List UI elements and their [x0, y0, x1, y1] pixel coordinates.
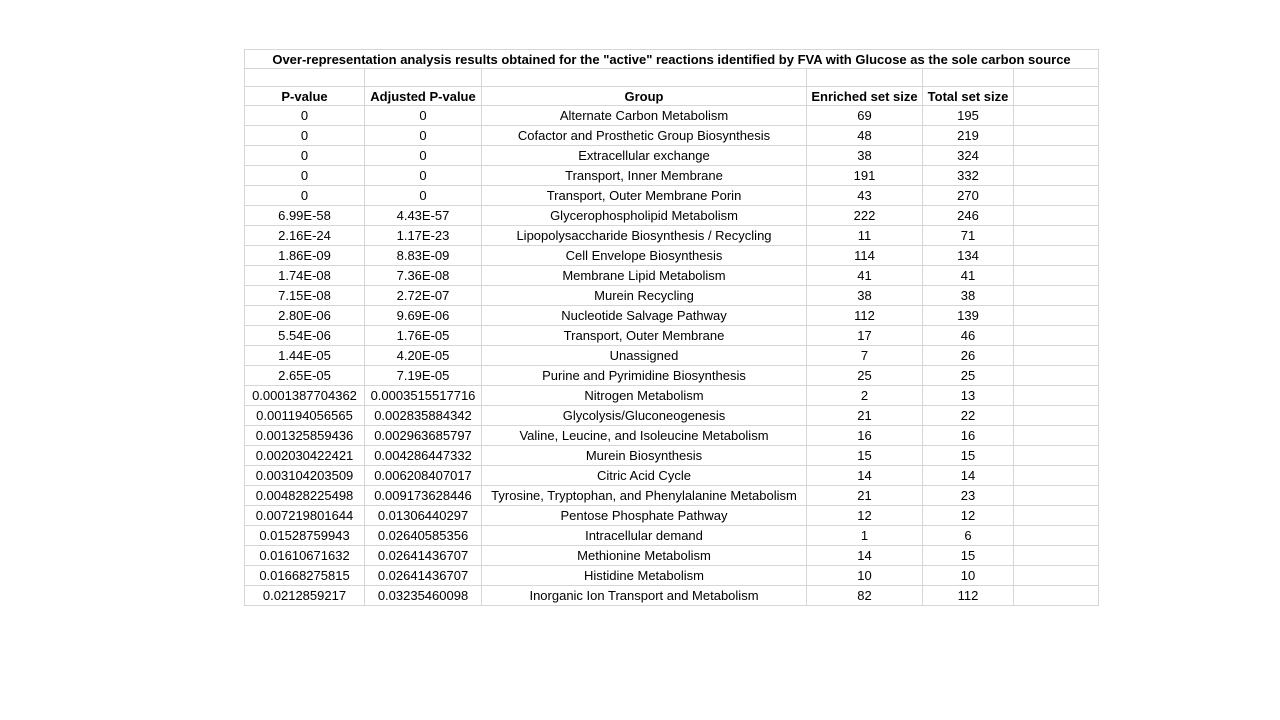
table-row [245, 446, 1099, 466]
cell-adjusted-p-value: 1.17E-23 [365, 226, 482, 246]
cell-empty [1014, 506, 1099, 526]
cell-empty [1014, 546, 1099, 566]
cell-empty [1014, 406, 1099, 426]
cell-group: Transport, Outer Membrane Porin [482, 186, 807, 206]
cell-total-set-size: 332 [923, 166, 1014, 186]
cell-empty [1014, 286, 1099, 306]
cell-p-value: 0 [245, 126, 365, 146]
cell-group: Extracellular exchange [482, 146, 807, 166]
cell-group: Histidine Metabolism [482, 566, 807, 586]
cell-enriched-set-size: 112 [807, 306, 923, 326]
cell-group: Cofactor and Prosthetic Group Biosynthesis [482, 126, 807, 146]
cell-adjusted-p-value: 0 [365, 146, 482, 166]
cell-p-value: 7.15E-08 [245, 286, 365, 306]
cell-empty [1014, 346, 1099, 366]
cell-enriched-set-size: 38 [807, 286, 923, 306]
cell-p-value: 0.01610671632 [245, 546, 365, 566]
table-row [245, 506, 1099, 526]
cell-group: Tyrosine, Tryptophan, and Phenylalanine Metabolism [482, 486, 807, 506]
cell-enriched-set-size: 191 [807, 166, 923, 186]
cell-empty [1014, 306, 1099, 326]
cell-group: Citric Acid Cycle [482, 466, 807, 486]
table-row [245, 266, 1099, 286]
table-row [245, 566, 1099, 586]
table-row [245, 586, 1099, 606]
table-row [245, 186, 1099, 206]
cell-enriched-set-size: 222 [807, 206, 923, 226]
table-row [245, 526, 1099, 546]
results-sheet [244, 49, 1099, 606]
cell-p-value: 2.65E-05 [245, 366, 365, 386]
cell-enriched-set-size: 114 [807, 246, 923, 266]
cell-total-set-size: 26 [923, 346, 1014, 366]
cell-total-set-size: 134 [923, 246, 1014, 266]
table-row [245, 306, 1099, 326]
cell-total-set-size: 112 [923, 586, 1014, 606]
title-row [245, 50, 1099, 69]
cell-total-set-size: 195 [923, 106, 1014, 126]
cell-p-value: 1.74E-08 [245, 266, 365, 286]
cell-adjusted-p-value: 0.009173628446 [365, 486, 482, 506]
cell-empty [923, 69, 1014, 87]
cell-enriched-set-size: 48 [807, 126, 923, 146]
cell-empty [1014, 486, 1099, 506]
column-header-group: Group [482, 87, 807, 106]
cell-adjusted-p-value: 4.43E-57 [365, 206, 482, 226]
cell-empty [1014, 166, 1099, 186]
cell-group: Transport, Outer Membrane [482, 326, 807, 346]
cell-group: Unassigned [482, 346, 807, 366]
cell-p-value: 0.002030422421 [245, 446, 365, 466]
cell-total-set-size: 41 [923, 266, 1014, 286]
cell-total-set-size: 14 [923, 466, 1014, 486]
cell-enriched-set-size: 69 [807, 106, 923, 126]
table-row [245, 466, 1099, 486]
cell-group: Alternate Carbon Metabolism [482, 106, 807, 126]
cell-enriched-set-size: 11 [807, 226, 923, 246]
cell-enriched-set-size: 16 [807, 426, 923, 446]
cell-total-set-size: 13 [923, 386, 1014, 406]
cell-adjusted-p-value: 0 [365, 106, 482, 126]
cell-empty [1014, 366, 1099, 386]
table-row [245, 286, 1099, 306]
table-row [245, 226, 1099, 246]
cell-adjusted-p-value: 7.19E-05 [365, 366, 482, 386]
cell-p-value: 6.99E-58 [245, 206, 365, 226]
cell-p-value: 0.01528759943 [245, 526, 365, 546]
cell-p-value: 0 [245, 186, 365, 206]
cell-enriched-set-size: 1 [807, 526, 923, 546]
cell-empty [807, 69, 923, 87]
spacer-row [245, 69, 1099, 87]
cell-adjusted-p-value: 0.0003515517716 [365, 386, 482, 406]
cell-total-set-size: 23 [923, 486, 1014, 506]
cell-adjusted-p-value: 0.004286447332 [365, 446, 482, 466]
cell-enriched-set-size: 82 [807, 586, 923, 606]
cell-p-value: 0.01668275815 [245, 566, 365, 586]
cell-enriched-set-size: 12 [807, 506, 923, 526]
cell-empty [1014, 586, 1099, 606]
cell-empty [1014, 206, 1099, 226]
cell-adjusted-p-value: 0.02641436707 [365, 566, 482, 586]
cell-total-set-size: 38 [923, 286, 1014, 306]
cell-total-set-size: 25 [923, 366, 1014, 386]
cell-adjusted-p-value: 9.69E-06 [365, 306, 482, 326]
cell-p-value: 0 [245, 166, 365, 186]
table-body [245, 106, 1099, 606]
cell-group: Cell Envelope Biosynthesis [482, 246, 807, 266]
cell-p-value: 0.007219801644 [245, 506, 365, 526]
cell-total-set-size: 22 [923, 406, 1014, 426]
cell-group: Membrane Lipid Metabolism [482, 266, 807, 286]
cell-enriched-set-size: 41 [807, 266, 923, 286]
cell-adjusted-p-value: 0 [365, 166, 482, 186]
table-row [245, 346, 1099, 366]
cell-total-set-size: 246 [923, 206, 1014, 226]
cell-adjusted-p-value: 0.002963685797 [365, 426, 482, 446]
cell-empty [1014, 386, 1099, 406]
cell-empty [245, 69, 365, 87]
cell-empty [1014, 106, 1099, 126]
column-header-adjusted-p-value: Adjusted P-value [365, 87, 482, 106]
cell-group: Glycolysis/Gluconeogenesis [482, 406, 807, 426]
cell-adjusted-p-value: 2.72E-07 [365, 286, 482, 306]
cell-empty [365, 69, 482, 87]
cell-empty [1014, 246, 1099, 266]
table-row [245, 366, 1099, 386]
cell-total-set-size: 10 [923, 566, 1014, 586]
header-row [245, 87, 1099, 106]
table-row [245, 426, 1099, 446]
cell-group: Transport, Inner Membrane [482, 166, 807, 186]
cell-enriched-set-size: 38 [807, 146, 923, 166]
cell-adjusted-p-value: 7.36E-08 [365, 266, 482, 286]
cell-adjusted-p-value: 4.20E-05 [365, 346, 482, 366]
cell-adjusted-p-value: 0.02641436707 [365, 546, 482, 566]
cell-enriched-set-size: 10 [807, 566, 923, 586]
cell-p-value: 0 [245, 146, 365, 166]
table-row [245, 326, 1099, 346]
cell-p-value: 0.001194056565 [245, 406, 365, 426]
table-row [245, 126, 1099, 146]
cell-p-value: 2.80E-06 [245, 306, 365, 326]
cell-group: Murein Biosynthesis [482, 446, 807, 466]
cell-total-set-size: 219 [923, 126, 1014, 146]
cell-enriched-set-size: 7 [807, 346, 923, 366]
cell-empty [1014, 326, 1099, 346]
cell-enriched-set-size: 14 [807, 546, 923, 566]
cell-group: Nucleotide Salvage Pathway [482, 306, 807, 326]
cell-group: Intracellular demand [482, 526, 807, 546]
cell-adjusted-p-value: 8.83E-09 [365, 246, 482, 266]
cell-adjusted-p-value: 0.002835884342 [365, 406, 482, 426]
cell-p-value: 0.0001387704362 [245, 386, 365, 406]
cell-p-value: 2.16E-24 [245, 226, 365, 246]
table-row [245, 246, 1099, 266]
cell-p-value: 1.44E-05 [245, 346, 365, 366]
cell-empty [1014, 466, 1099, 486]
cell-adjusted-p-value: 0 [365, 186, 482, 206]
cell-group: Purine and Pyrimidine Biosynthesis [482, 366, 807, 386]
cell-group: Lipopolysaccharide Biosynthesis / Recycling [482, 226, 807, 246]
cell-total-set-size: 16 [923, 426, 1014, 446]
column-header-total-set-size: Total set size [923, 87, 1014, 106]
cell-group: Valine, Leucine, and Isoleucine Metabolism [482, 426, 807, 446]
column-header-enriched-set-size: Enriched set size [807, 87, 923, 106]
table-row [245, 166, 1099, 186]
cell-empty [1014, 69, 1099, 87]
cell-total-set-size: 139 [923, 306, 1014, 326]
cell-group: Nitrogen Metabolism [482, 386, 807, 406]
cell-total-set-size: 324 [923, 146, 1014, 166]
cell-adjusted-p-value: 0.02640585356 [365, 526, 482, 546]
cell-p-value: 0.004828225498 [245, 486, 365, 506]
cell-empty [1014, 526, 1099, 546]
cell-empty [1014, 266, 1099, 286]
cell-empty [1014, 126, 1099, 146]
cell-enriched-set-size: 21 [807, 486, 923, 506]
cell-group: Murein Recycling [482, 286, 807, 306]
table-row [245, 146, 1099, 166]
cell-total-set-size: 15 [923, 446, 1014, 466]
cell-enriched-set-size: 15 [807, 446, 923, 466]
table-row [245, 486, 1099, 506]
table-row [245, 206, 1099, 226]
cell-p-value: 0.003104203509 [245, 466, 365, 486]
column-header-empty [1014, 87, 1099, 106]
cell-empty [1014, 146, 1099, 166]
table-row [245, 546, 1099, 566]
table-title: Over-representation analysis results obtained for the "active" reactions identified by FVA with Glucose as the sole carbon source [245, 50, 1099, 69]
cell-group: Pentose Phosphate Pathway [482, 506, 807, 526]
cell-enriched-set-size: 43 [807, 186, 923, 206]
cell-total-set-size: 15 [923, 546, 1014, 566]
cell-empty [1014, 186, 1099, 206]
cell-adjusted-p-value: 0 [365, 126, 482, 146]
cell-p-value: 5.54E-06 [245, 326, 365, 346]
cell-empty [482, 69, 807, 87]
column-header-p-value: P-value [245, 87, 365, 106]
cell-adjusted-p-value: 0.006208407017 [365, 466, 482, 486]
cell-p-value: 0 [245, 106, 365, 126]
table-row [245, 106, 1099, 126]
cell-total-set-size: 12 [923, 506, 1014, 526]
cell-group: Methionine Metabolism [482, 546, 807, 566]
cell-total-set-size: 71 [923, 226, 1014, 246]
cell-adjusted-p-value: 0.01306440297 [365, 506, 482, 526]
cell-p-value: 1.86E-09 [245, 246, 365, 266]
cell-total-set-size: 46 [923, 326, 1014, 346]
cell-empty [1014, 226, 1099, 246]
cell-enriched-set-size: 21 [807, 406, 923, 426]
cell-total-set-size: 6 [923, 526, 1014, 546]
cell-p-value: 0.001325859436 [245, 426, 365, 446]
cell-group: Inorganic Ion Transport and Metabolism [482, 586, 807, 606]
cell-adjusted-p-value: 0.03235460098 [365, 586, 482, 606]
cell-total-set-size: 270 [923, 186, 1014, 206]
cell-enriched-set-size: 17 [807, 326, 923, 346]
ora-results-table [244, 49, 1099, 606]
cell-empty [1014, 566, 1099, 586]
table-row [245, 386, 1099, 406]
cell-empty [1014, 426, 1099, 446]
cell-enriched-set-size: 14 [807, 466, 923, 486]
cell-empty [1014, 446, 1099, 466]
cell-enriched-set-size: 2 [807, 386, 923, 406]
cell-group: Glycerophospholipid Metabolism [482, 206, 807, 226]
cell-enriched-set-size: 25 [807, 366, 923, 386]
table-row [245, 406, 1099, 426]
cell-p-value: 0.0212859217 [245, 586, 365, 606]
cell-adjusted-p-value: 1.76E-05 [365, 326, 482, 346]
